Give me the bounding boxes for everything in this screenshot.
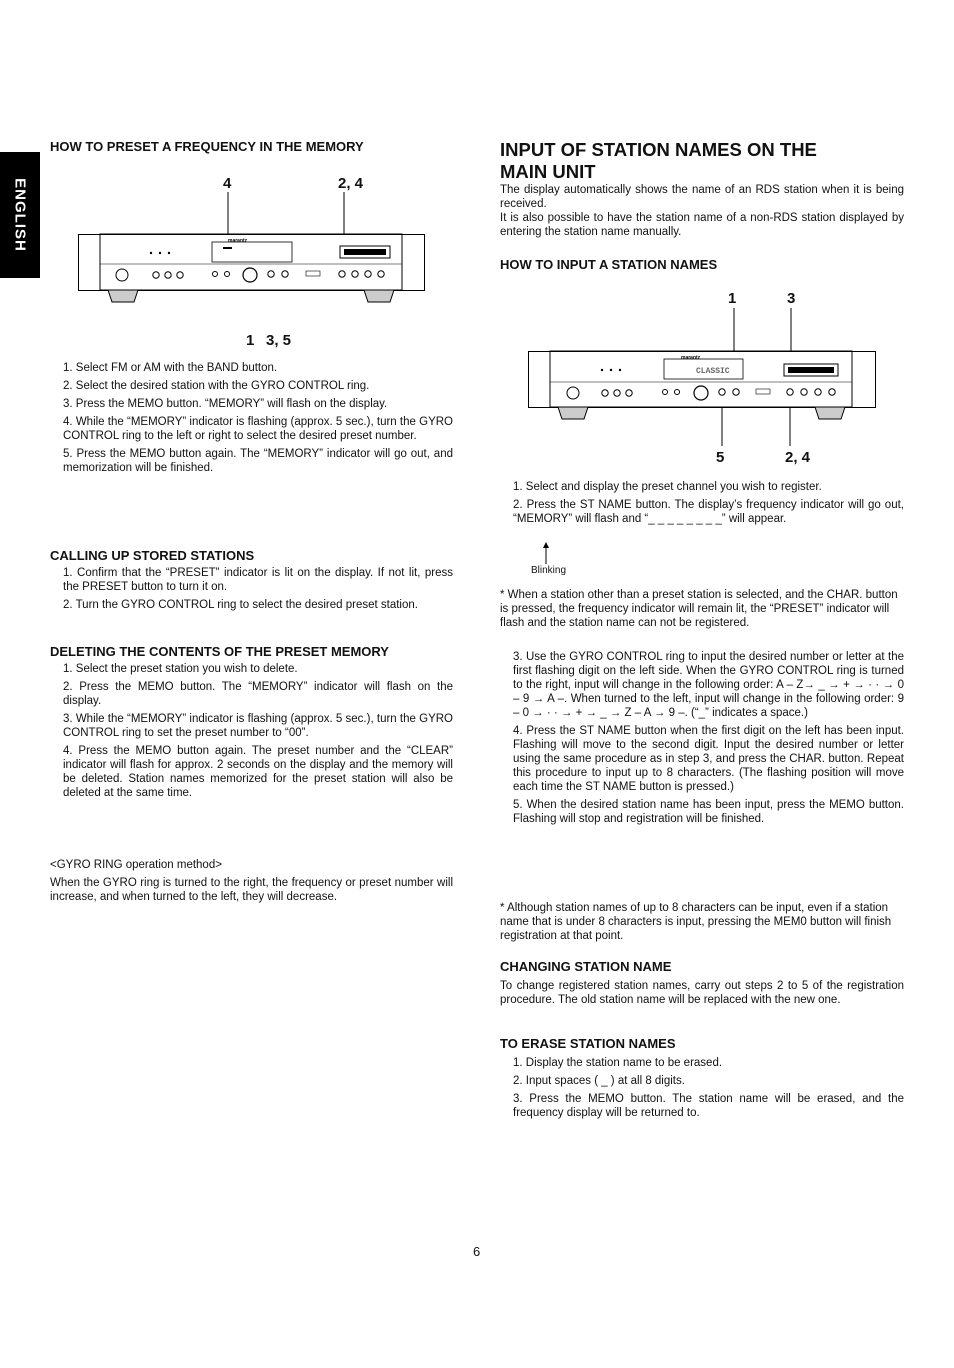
deleting-heading: DELETING THE CONTENTS OF THE PRESET MEMORY (50, 644, 389, 659)
intro-paragraph-2: It is also possible to have the station name of a non-RDS station displayed by entering the station name manually. (500, 212, 904, 238)
input-step-5: 5. When the desired station name has been input, press the MEMO button. Flashing will stop and registration will be finished. (513, 799, 904, 825)
fig2-label-c: 5 (716, 449, 725, 466)
intro-paragraph-1: The display automatically shows the name of an RDS station when it is being received. (500, 184, 904, 210)
preset-heading: HOW TO PRESET A FREQUENCY IN THE MEMORY (50, 139, 364, 154)
erase-step-3: 3. Press the MEMO button. The station name will be erased, and the frequency display will be returned to. (513, 1093, 904, 1119)
fig1-brand: marantz (228, 238, 248, 244)
calling-heading: CALLING UP STORED STATIONS (50, 548, 255, 563)
preset-step-1: 1. Select FM or AM with the BAND button. (63, 362, 278, 374)
deleting-step-3: 3. While the “MEMORY” indicator is flashing (approx. 5 sec.), turn the GYRO CONTROL ring to set the preset number to “00”. (63, 713, 453, 739)
deleting-block (50, 645, 453, 804)
calling-step-1: 1. Confirm that the “PRESET” indicator is lit on the display. If not lit, press the PRESET button to turn it on. (63, 567, 453, 593)
gyro-text: When the GYRO ring is turned to the right, the frequency or preset number will increase, and when turned to the left, they will decrease. (50, 877, 453, 903)
fig2-label-b: 3 (787, 290, 796, 307)
fig2-brand: marantz (681, 355, 701, 361)
deleting-step-2: 2. Press the MEMO button. The “MEMORY” indicator will flash on the display. (63, 681, 453, 707)
erase-step-1: 1. Display the station name to be erased. (513, 1057, 723, 1069)
fig1-label-b: 2, 4 (338, 175, 364, 192)
changing-text: To change registered station names, carry out steps 2 to 5 of the registration procedure. The old station name will be replaced with the new one. (500, 980, 904, 1006)
input-step-4: 4. Press the ST NAME button when the first digit on the left has been input. Flashing will move to the second digit. Input the desired number or letter using the same procedure as in step 3, and press the CHAR. button. Repeat this procedure to input up to 8 characters. (The flashing position will move each time the ST NAME button is pressed.) (513, 725, 904, 793)
input-steps-a (500, 480, 904, 530)
input-steps-b (500, 650, 904, 830)
input-heading: HOW TO INPUT A STATION NAMES (500, 257, 718, 272)
fig2-label-a: 1 (728, 290, 737, 307)
deleting-step-1: 1. Select the preset station you wish to delete. (63, 663, 298, 675)
preset-step-4: 4. While the “MEMORY” indicator is flashing (approx. 5 sec.), turn the GYRO CONTROL ring to the left or right to select the desired preset number. (63, 416, 453, 442)
preset-step-5: 5. Press the MEMO button again. The “MEMORY” indicator will go out, and memorization will be finished. (63, 448, 453, 474)
gyro-heading: <GYRO RING operation method> (50, 859, 222, 871)
page-title-line2: MAIN UNIT (500, 161, 596, 182)
calling-step-2: 2. Turn the GYRO CONTROL ring to select the desired preset station. (63, 599, 418, 611)
tuner-drawing-1 (78, 192, 428, 342)
gyro-block (50, 858, 453, 904)
station-names-intro (500, 139, 904, 239)
preset-step-2: 2. Select the desired station with the GYRO CONTROL ring. (63, 380, 370, 392)
language-tab-label: ENGLISH (11, 178, 29, 252)
fig1-label-d: 3, 5 (266, 332, 292, 349)
tuner-drawing-2 (528, 308, 880, 458)
blinking-arrow (541, 542, 551, 566)
input-step-3: 3. Use the GYRO CONTROL ring to input the desired number or letter at the first flashing digit on the left side. When the GYRO CONTROL ring is turned to the right, input will change in the following order: A – Z→ _ → + → · · → 0 – 9 → A –. When turned to the left, input will change in the following order: 9 – 0 → · · → + → _ → Z – A → 9 –. (“_” indicates a space.) (513, 651, 904, 719)
erase-heading: TO ERASE STATION NAMES (500, 1036, 676, 1051)
page-number: 6 (473, 1244, 481, 1259)
erase-block (500, 1037, 904, 1124)
changing-heading: CHANGING STATION NAME (500, 959, 672, 974)
input-step-2: 2. Press the ST NAME button. The display’s frequency indicator will go out, “MEMORY” will flash and “_ _ _ _ _ _ _ _” will appear. (513, 499, 904, 525)
fig2-label-d: 2, 4 (785, 449, 811, 466)
note-2: * Although station names of up to 8 characters can be input, even if a station name that is under 8 characters is input, pressing the MEM0 button will finish registration at that point. (500, 902, 892, 942)
preset-steps (50, 361, 453, 479)
input-step-1: 1. Select and display the preset channel you wish to register. (513, 481, 822, 493)
calling-block (50, 549, 453, 616)
blinking-label: Blinking (531, 565, 567, 576)
page-title-line1: INPUT OF STATION NAMES ON THE (500, 139, 817, 160)
fig1-label-a: 4 (223, 175, 232, 192)
input-heading-block (500, 258, 904, 272)
preset-step-3: 3. Press the MEMO button. “MEMORY” will flash on the display. (63, 398, 388, 410)
note-1: * When a station other than a preset station is selected, and the CHAR. button is pressed, the frequency indicator will remain lit, the “PRESET” indicator will flash and the station name can not be registered. (500, 589, 898, 629)
figure-1 (78, 172, 428, 352)
preset-heading-block (50, 140, 453, 154)
deleting-step-4: 4. Press the MEMO button again. The preset number and the “CLEAR” indicator will flash for approx. 2 seconds on the display and the memory will be deleted. Station names memorized for the preset station will also be deleted at the same time. (63, 745, 453, 799)
fig2-display-text: CLASSIC (696, 367, 730, 376)
erase-step-2: 2. Input spaces ( _ ) at all 8 digits. (513, 1075, 685, 1087)
figure-2 (528, 290, 880, 480)
language-tab (0, 152, 40, 278)
fig1-label-c: 1 (246, 332, 255, 349)
changing-block (500, 960, 904, 1007)
